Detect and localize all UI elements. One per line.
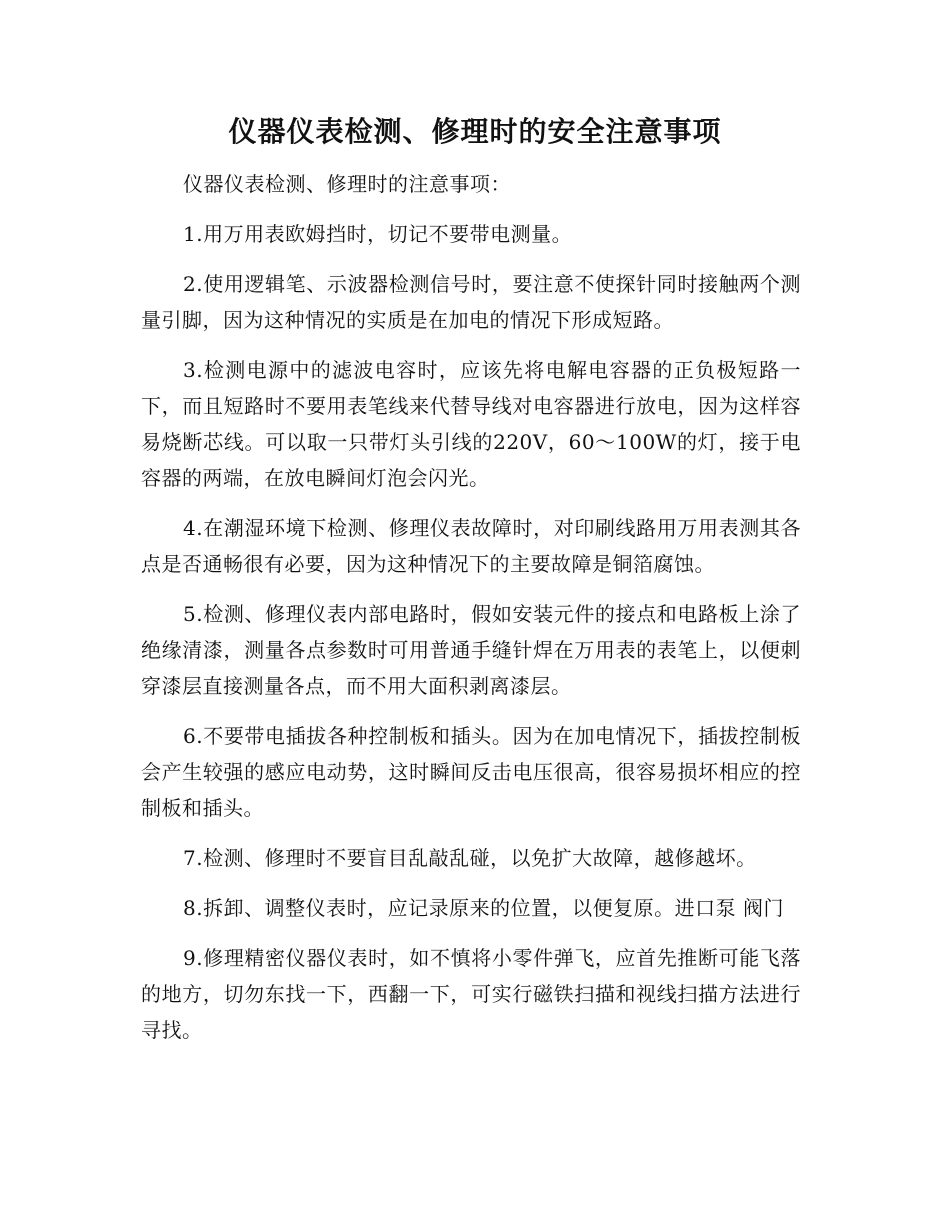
paragraph-item-7: 7.检测、修理时不要盲目乱敲乱碰，以免扩大故障，越修越坏。 <box>183 846 757 870</box>
paragraph-item-1: 1.用万用表欧姆挡时，切记不要带电测量。 <box>183 222 573 246</box>
document-body <box>141 166 801 1062</box>
paragraph-item-5: 5.检测、修理仪表内部电路时，假如安装元件的接点和电路板上涂了绝缘清漆，测量各点参数时可用普通手缝针焊在万用表的表笔上，以便刺穿漆层直接测量各点，而不用大面积剥离漆层。 <box>141 602 801 698</box>
paragraph-intro: 仪器仪表检测、修理时的注意事项： <box>183 172 511 196</box>
paragraph-item-8: 8.拆卸、调整仪表时，应记录原来的位置，以便复原。进口泵 阀门 <box>183 896 784 920</box>
paragraph-item-9: 9.修理精密仪器仪表时，如不慎将小零件弹飞，应首先推断可能飞落的地方，切勿东找一下，西翻一下，可实行磁铁扫描和视线扫描方法进行寻找。 <box>141 946 801 1042</box>
paragraph-item-3: 3.检测电源中的滤波电容时，应该先将电解电容器的正负极短路一下，而且短路时不要用表笔线来代替导线对电容器进行放电，因为这样容易烧断芯线。可以取一只带灯头引线的220V，60～100W的灯，接于电容器的两端，在放电瞬间灯泡会闪光。 <box>141 358 801 490</box>
document-title: 仪器仪表检测、修理时的安全注意事项 <box>228 115 722 148</box>
paragraph-item-6: 6.不要带电插拔各种控制板和插头。因为在加电情况下，插拔控制板会产生较强的感应电动势，这时瞬间反击电压很高，很容易损坏相应的控制板和插头。 <box>141 724 801 820</box>
paragraph-item-4: 4.在潮湿环境下检测、修理仪表故障时，对印刷线路用万用表测其各点是否通畅很有必要，因为这种情况下的主要故障是铜箔腐蚀。 <box>141 516 801 576</box>
paragraph-item-2: 2.使用逻辑笔、示波器检测信号时，要注意不使探针同时接触两个测量引脚，因为这种情况的实质是在加电的情况下形成短路。 <box>141 272 801 332</box>
